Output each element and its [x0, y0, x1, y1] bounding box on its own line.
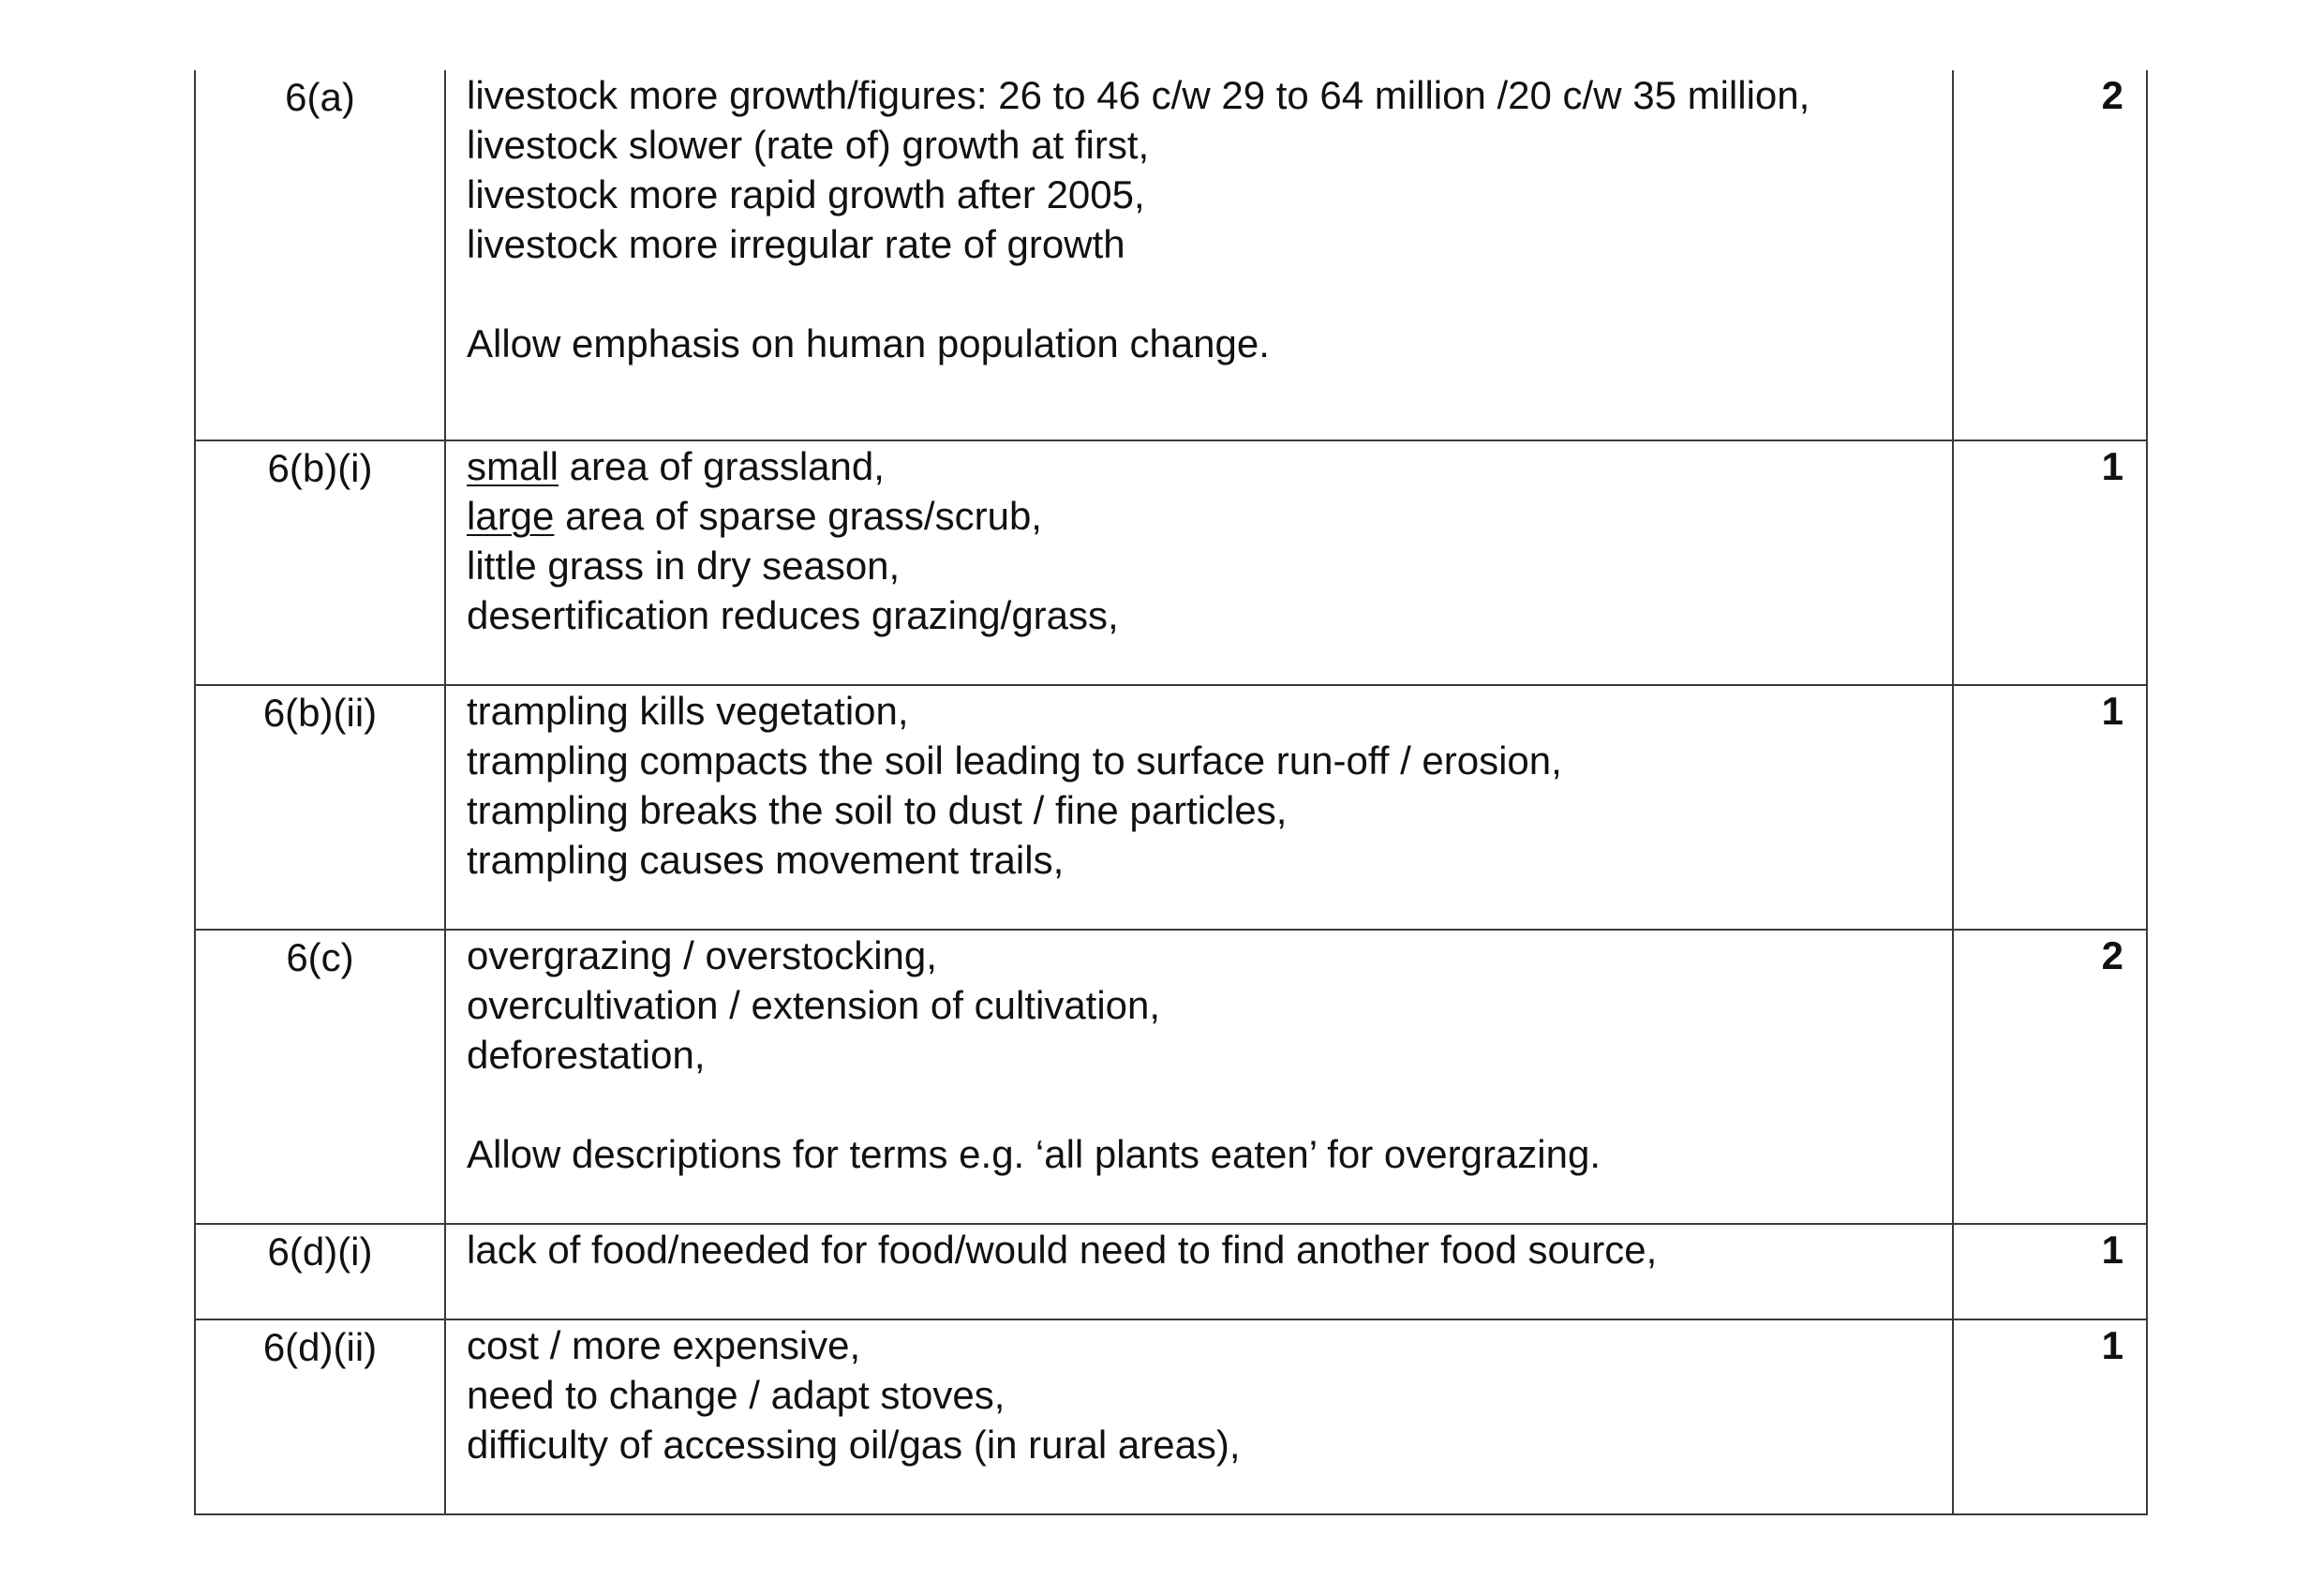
answer-line: large area of sparse grass/scrub, — [467, 494, 1042, 538]
table-row — [195, 930, 2147, 1224]
question-number: 6(c) — [195, 930, 445, 1224]
table-row — [195, 70, 2147, 440]
answer-line: trampling breaks the soil to dust / fine particles, — [467, 788, 1288, 832]
answer-line: livestock more rapid growth after 2005, — [467, 172, 1145, 216]
underlined-keyword: large — [467, 494, 555, 538]
marks-value: 1 — [1953, 685, 2147, 930]
answer-line: little grass in dry season, — [467, 544, 901, 588]
answer-line: need to change / adapt stoves, — [467, 1373, 1006, 1417]
table-row — [195, 440, 2147, 685]
answer-cell — [445, 70, 1953, 440]
mark-scheme-table — [194, 70, 2148, 1515]
question-number: 6(a) — [195, 70, 445, 440]
answer-line: difficulty of accessing oil/gas (in rural areas), — [467, 1423, 1241, 1467]
guidance-note: Allow emphasis on human population change. — [467, 321, 1270, 365]
question-number: 6(d)(i) — [195, 1224, 445, 1319]
marks-value: 1 — [1953, 1319, 2147, 1514]
guidance-note: Allow descriptions for terms e.g. ‘all plants eaten’ for overgrazing. — [467, 1132, 1601, 1176]
answer-cell — [445, 1319, 1953, 1514]
answer-cell — [445, 930, 1953, 1224]
marks-value: 2 — [1953, 930, 2147, 1224]
question-number: 6(d)(ii) — [195, 1319, 445, 1514]
table-row — [195, 1319, 2147, 1514]
answer-cell — [445, 1224, 1953, 1319]
answer-line: lack of food/needed for food/would need to find another food source, — [467, 1228, 1658, 1272]
question-number: 6(b)(i) — [195, 440, 445, 685]
answer-line: cost / more expensive, — [467, 1323, 861, 1367]
question-number: 6(b)(ii) — [195, 685, 445, 930]
underlined-keyword: small — [467, 444, 559, 488]
answer-line: desertification reduces grazing/grass, — [467, 593, 1119, 637]
answer-line: livestock more irregular rate of growth — [467, 222, 1125, 266]
answer-line: trampling causes movement trails, — [467, 838, 1065, 882]
answer-cell — [445, 685, 1953, 930]
answer-line: livestock slower (rate of) growth at first, — [467, 123, 1150, 167]
table-row — [195, 1224, 2147, 1319]
marks-value: 1 — [1953, 1224, 2147, 1319]
answer-line: deforestation, — [467, 1033, 706, 1077]
answer-line: small area of grassland, — [467, 444, 885, 488]
marks-value: 1 — [1953, 440, 2147, 685]
table-row — [195, 685, 2147, 930]
answer-line: livestock more growth/figures: 26 to 46 c/w 29 to 64 million /20 c/w 35 million, — [467, 73, 1810, 117]
answer-line: overcultivation / extension of cultivation, — [467, 983, 1161, 1027]
answer-line: trampling compacts the soil leading to surface run-off / erosion, — [467, 738, 1562, 783]
marks-value: 2 — [1953, 70, 2147, 440]
answer-line: overgrazing / overstocking, — [467, 933, 937, 977]
answer-line: trampling kills vegetation, — [467, 689, 909, 733]
answer-cell — [445, 440, 1953, 685]
